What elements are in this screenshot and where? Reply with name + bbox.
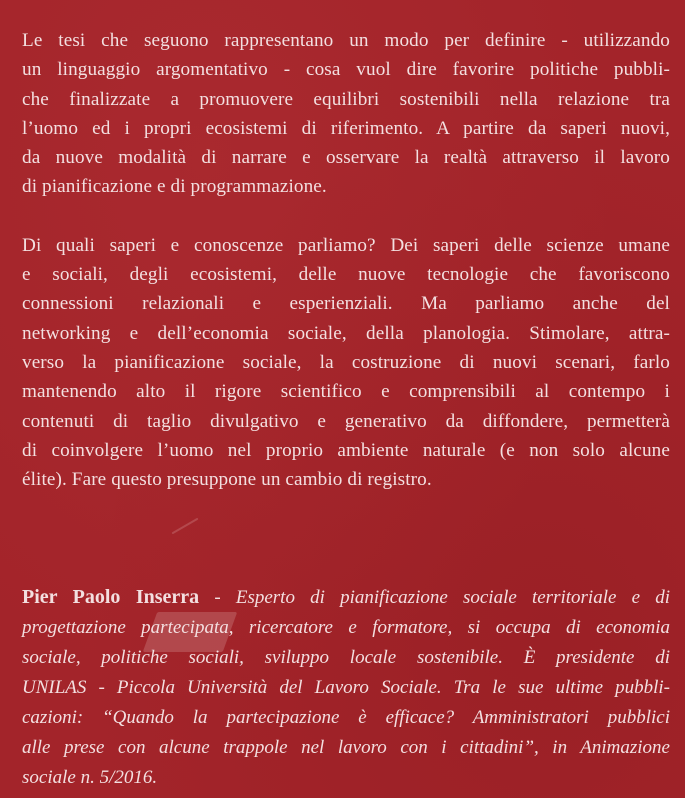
text-line: connessioni relazionali e esperienziali. Ma parliamo anche del (22, 293, 670, 315)
text-line: che finalizzate a promuovere equilibri sostenibili nella relazione tra (22, 88, 670, 110)
blurb-text (22, 26, 670, 494)
paragraph-intro (22, 26, 670, 202)
text-line: contenuti di taglio divulgativo e generativo da diffondere, permetterà (22, 410, 670, 432)
text-line: mantenendo alto il rigore scientifico e comprensibili al contempo i (22, 381, 670, 403)
text-line: da nuove modalità di narrare e osservare la realtà attraverso il lavoro (22, 147, 670, 169)
text-line: di pianificazione e di programmazione. (22, 176, 327, 198)
text-line: élite). Fare questo presuppone un cambio di registro. (22, 469, 432, 491)
bio-line: cazioni: “Quando la partecipazione è efficace? Amministratori pubblici (22, 707, 670, 728)
text-line: l’uomo ed i propri ecosistemi di riferimento. A partire da saperi nuovi, (22, 117, 670, 139)
bio-text: Esperto di pianificazione sociale territoriale e di (235, 587, 671, 608)
author-name: Pier Paolo Inserra (22, 586, 200, 608)
text-line: Le tesi che seguono rappresentano un modo per definire - utilizzando (22, 30, 670, 51)
author-bio (22, 582, 670, 793)
text-line: e sociali, degli ecosistemi, delle nuove tecnologie che favoriscono (22, 264, 670, 286)
text-line: networking e dell’economia sociale, della planologia. Stimolare, attra- (22, 322, 670, 344)
scratch-mark (172, 518, 199, 535)
bio-first-line (22, 582, 670, 613)
text-line: di coinvolgere l’uomo nel proprio ambiente naturale (e non solo alcune (22, 439, 670, 461)
bio-line: UNILAS - Piccola Università del Lavoro Sociale. Tra le sue ultime pubbli- (22, 677, 670, 698)
text-line: un linguaggio argomentativo - cosa vuol dire favorire politiche pubbli- (22, 59, 670, 81)
bio-line: sociale, politiche sociali, sviluppo locale sostenibile. È presidente di (22, 647, 670, 668)
paragraph-knowledge (22, 231, 670, 495)
bio-line: sociale n. 5/2016. (22, 767, 158, 788)
name-separator: - (199, 587, 236, 608)
bio-line: progettazione partecipata, ricercatore e formatore, si occupa di economia (22, 617, 670, 638)
bio-line: alle prese con alcune trappole nel lavoro con i cittadini”, in Animazione (22, 737, 670, 758)
text-line: verso la pianificazione sociale, la costruzione di nuovi scenari, farlo (22, 351, 670, 373)
text-line: Di quali saperi e conoscenze parliamo? Dei saperi delle scienze umane (22, 234, 670, 256)
